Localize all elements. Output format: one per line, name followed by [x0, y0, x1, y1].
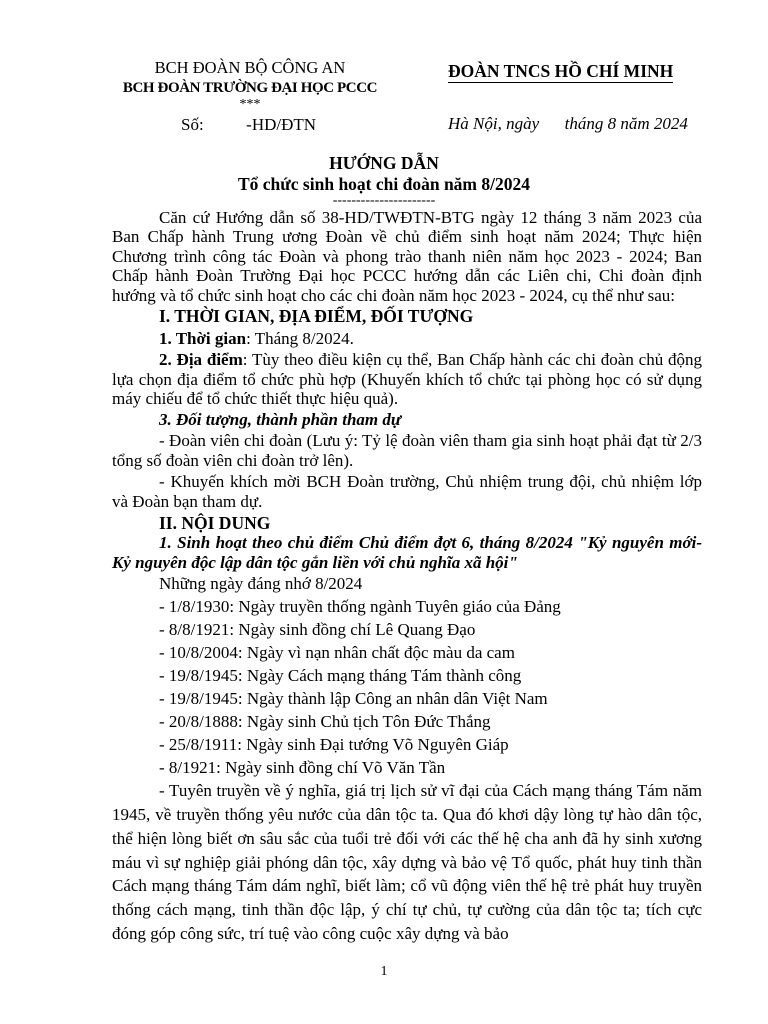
issuing-org-name: BCH ĐOÀN TRƯỜNG ĐẠI HỌC PCCC: [122, 80, 378, 96]
page-number: 1: [380, 964, 388, 979]
memorable-dates-intro: Những ngày đáng nhớ 8/2024: [159, 573, 363, 593]
time-paragraph: [112, 328, 702, 351]
place-value: : Tùy theo điều kiện cụ thể, Ban Chấp hành các chi đoàn chủ động lựa chọn địa điểm tổ chức phù hợp (Khuyến khích tổ chức tại phòng học có sử dụng máy chiếu để tổ chức thiết thực hiệu quả).: [112, 350, 702, 409]
memorable-dates-list: [112, 595, 702, 779]
time-value: : Tháng 8/2024.: [246, 328, 354, 348]
section-1-heading: I. THỜI GIAN, ĐỊA ĐIỂM, ĐỐI TƯỢNG: [159, 306, 474, 327]
title-rule: ----------------------: [332, 193, 436, 208]
list-item: - 8/1921: Ngày sinh đồng chí Võ Văn Tần: [159, 757, 446, 777]
document-date: Hà Nội, ngày tháng 8 năm 2024: [448, 114, 688, 133]
parent-org-name: BCH ĐOÀN BỘ CÔNG AN: [154, 58, 346, 77]
document-subtitle: Tổ chức sinh hoạt chi đoàn năm 8/2024: [237, 174, 530, 194]
document-number: Số: -HD/ĐTN: [181, 115, 317, 134]
document-body: [112, 208, 702, 946]
list-item: - 1/8/1930: Ngày truyền thống ngành Tuyên giáo của Đảng: [159, 596, 561, 616]
intro-paragraph: Căn cứ Hướng dẫn số 38-HD/TWĐTN-BTG ngày 12 tháng 3 năm 2023 của Ban Chấp hành Trung ương Đoàn về chủ điểm sinh hoạt năm 2024; Thực hiện Chương trình công tác Đoàn và phong trào thanh niên năm học 2023 - 2024; Ban Chấp hành Đoàn Trường Đại học PCCC hướng dẫn các Liên chi, Chi đoàn định hướng và tổ chức sinh hoạt cho các chi đoàn năm học 2023 - 2024, cụ thể như sau:: [112, 208, 702, 305]
propaganda-paragraph: - Tuyên truyền về ý nghĩa, giá trị lịch sử vĩ đại của Cách mạng tháng Tám năm 1945, về truyền thống yêu nước của dân tộc ta. Qua đó khơi dậy lòng tự hào dân tộc, thể hiện lòng biết ơn sâu sắc của tuổi trẻ đối với các thế hệ cha anh đã hy sinh xương máu vì sự nghiệp giải phóng dân tộc, xây dựng và bảo vệ Tổ quốc, phát huy tinh thần Cách mạng tháng Tám dám nghĩ, biết làm; cổ vũ động viên thế hệ trẻ phát huy truyền thống cách mạng, tinh thần độc lập, ý chí tự chủ, tự cường của dân tộc ta; tích cực đóng góp công sức, trí tuệ vào công cuộc xây dựng và bảo: [112, 780, 702, 944]
place-paragraph: [112, 350, 702, 409]
national-org-name: ĐOÀN TNCS HỒ CHÍ MINH: [448, 61, 674, 81]
list-item: - 19/8/1945: Ngày Cách mạng tháng Tám thành công: [159, 665, 522, 685]
document-title: HƯỚNG DẪN: [329, 153, 439, 173]
topic-heading: 1. Sinh hoạt theo chủ điểm Chủ điểm đợt 6, tháng 8/2024 "Kỷ nguyên mới- Kỷ nguyên độc lập dân tộc gắn liền với chủ nghĩa xã hội": [112, 532, 702, 573]
issuing-body-header: [112, 58, 388, 111]
time-label: 1. Thời gian: [159, 328, 247, 348]
place-label: 2. Địa điểm: [159, 350, 243, 370]
list-item: - 19/8/1945: Ngày thành lập Công an nhân dân Việt Nam: [159, 688, 548, 708]
target-item-2: - Khuyến khích mời BCH Đoàn trường, Chủ nhiệm trung đội, chủ nhiệm lớp và Đoàn bạn tham dự.: [112, 471, 702, 512]
header-asterisks: ***: [239, 97, 261, 112]
target-heading: 3. Đối tượng, thành phần tham dự: [159, 409, 402, 429]
section-2-heading: II. NỘI DUNG: [159, 512, 271, 533]
national-org-header: [448, 60, 688, 82]
target-item-1: - Đoàn viên chi đoàn (Lưu ý: Tỷ lệ đoàn viên tham gia sinh hoạt phải đạt từ 2/3 tổng số đoàn viên chi đoàn trở lên).: [112, 430, 702, 471]
list-item: - 10/8/2004: Ngày vì nạn nhân chất độc màu da cam: [159, 642, 515, 662]
list-item: - 8/8/1921: Ngày sinh đồng chí Lê Quang Đạo: [159, 619, 476, 639]
list-item: - 25/8/1911: Ngày sinh Đại tướng Võ Nguyên Giáp: [159, 734, 509, 754]
list-item: - 20/8/1888: Ngày sinh Chủ tịch Tôn Đức Thắng: [159, 711, 491, 731]
